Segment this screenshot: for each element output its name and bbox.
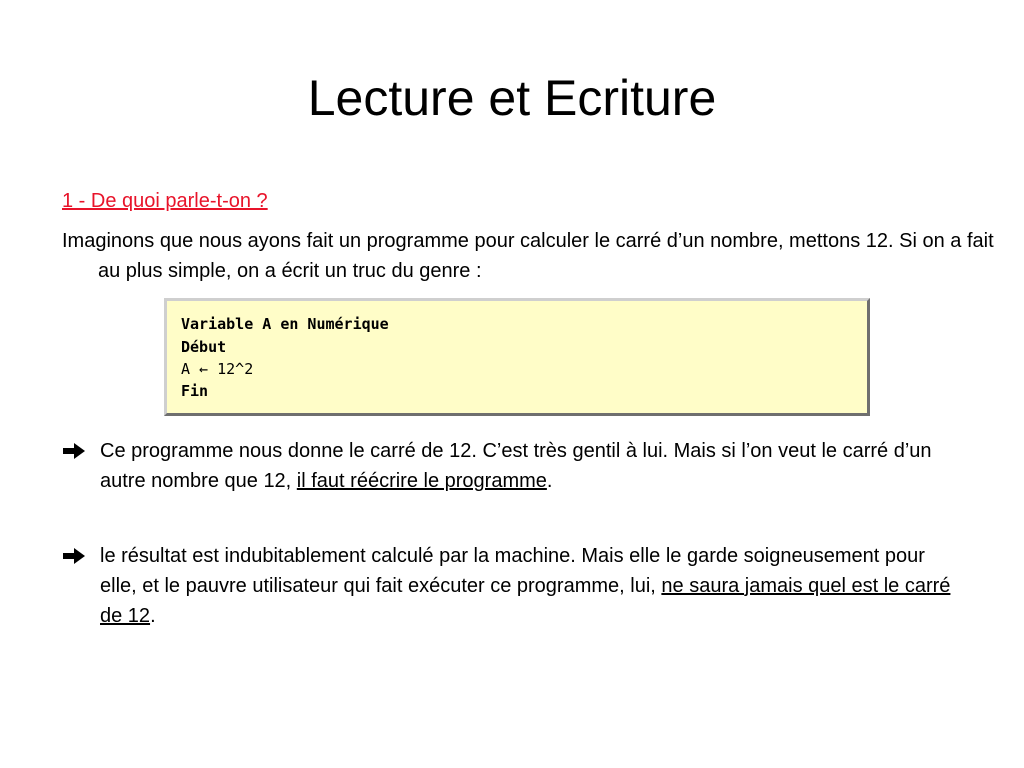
bullet-1-underlined: il faut réécrire le programme xyxy=(296,470,547,492)
bullet-2-text-before: le résultat est indubitablement calculé par la machine. Mais elle le garde soigneusement pour elle, et le pauvre utilisateur qui fait exécuter ce programme, lui, xyxy=(100,545,925,597)
bullet-2-underlined: ne saura jamais quel est le carré de 12 xyxy=(100,575,951,627)
code-line-declaration: Variable A en Numérique xyxy=(181,315,389,333)
arrow-right-icon xyxy=(62,442,86,460)
code-line-end: Fin xyxy=(181,382,209,400)
code-block xyxy=(164,298,870,416)
code-line-start: Début xyxy=(181,338,227,356)
bullet-1-text-before: Ce programme nous donne le carré de 12. C’est très gentil à lui. Mais si l’on veut le carré d’un autre nombre que 12, xyxy=(100,440,932,492)
intro-paragraph: Imaginons que nous ayons fait un programme pour calculer le carré d’un nombre, mettons 12. Si on a fait au plus simple, on a écrit un truc du genre : xyxy=(62,230,994,282)
bullet-1-text-after: . xyxy=(546,470,553,492)
bullet-text-2 xyxy=(100,541,962,631)
bullet-2-text-after: . xyxy=(150,605,156,627)
section-heading: 1 - De quoi parle-t-on ? xyxy=(62,190,268,212)
arrow-right-icon xyxy=(62,547,86,565)
bullet-text-1 xyxy=(100,436,962,496)
slide-title: Lecture et Ecriture xyxy=(307,70,717,126)
bullet-item-1 xyxy=(62,436,962,496)
code-line-assignment: A ← 12^2 xyxy=(181,360,254,378)
bullet-item-2 xyxy=(62,541,962,631)
